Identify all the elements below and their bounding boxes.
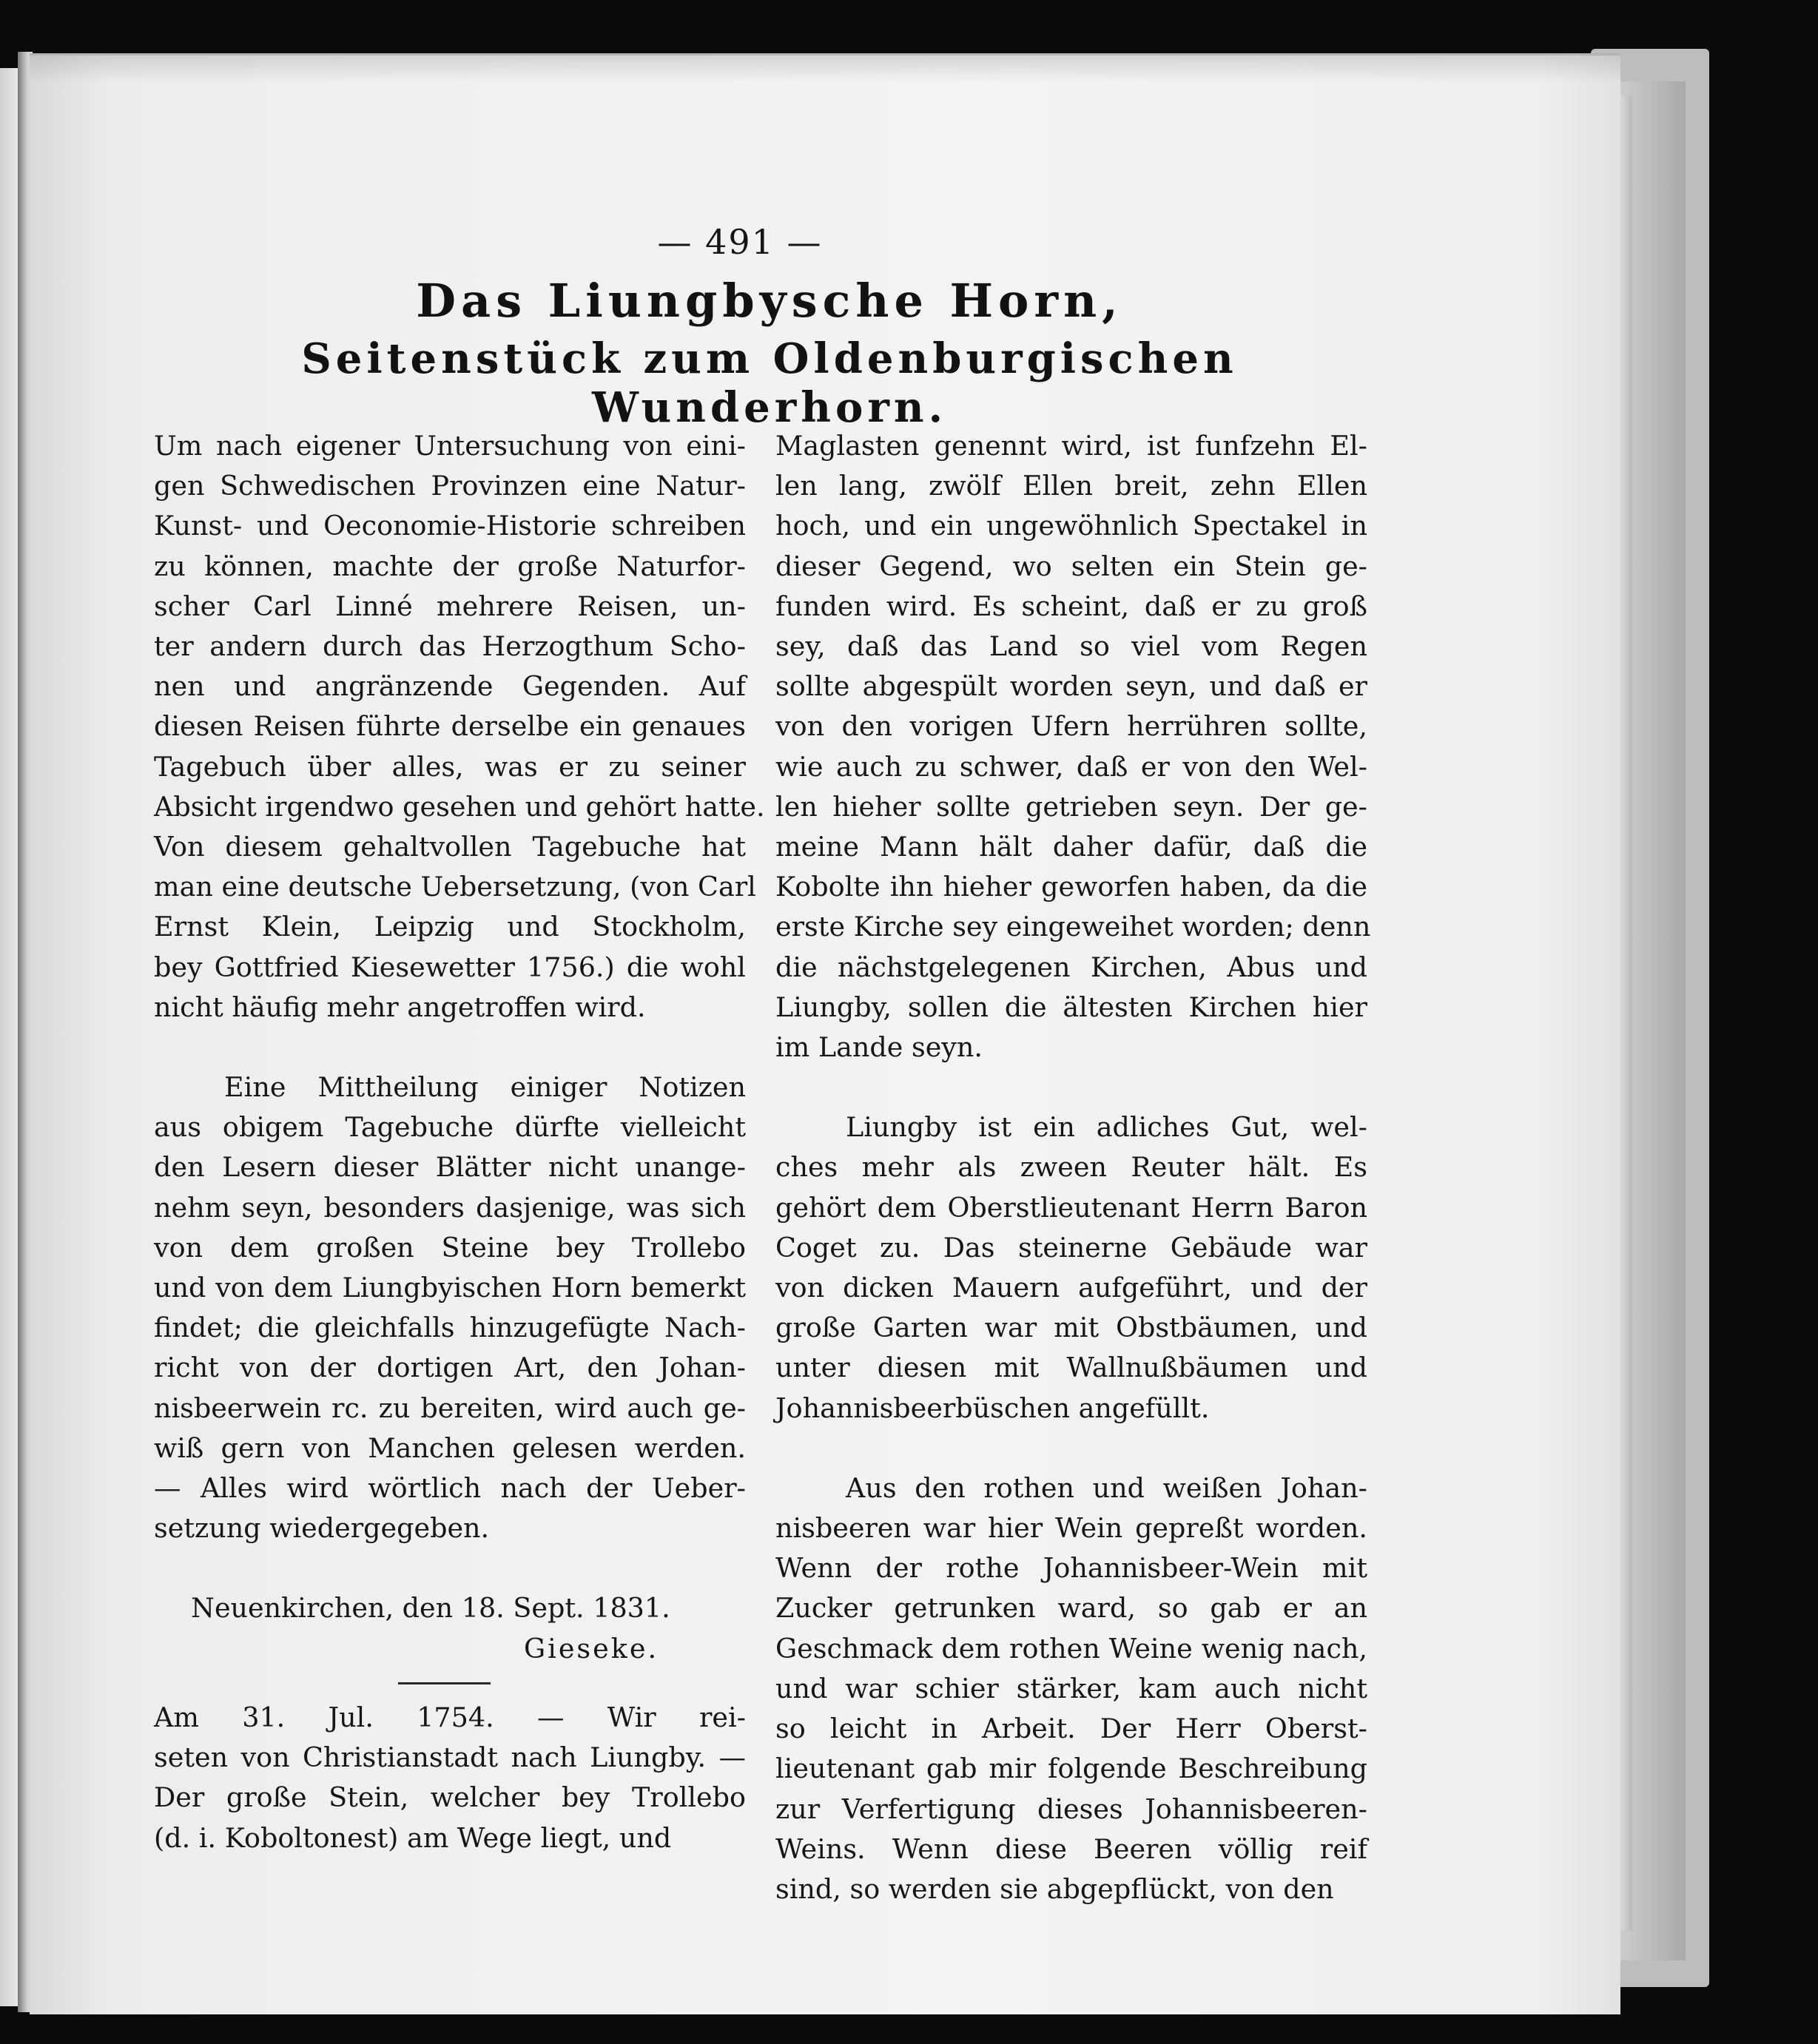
text-line: len hieher sollte getrieben seyn. Der ge- — [775, 790, 1367, 823]
paragraph-stone-description — [775, 426, 1371, 1067]
text-line: so leicht in Arbeit. Der Herr Oberst- — [775, 1713, 1367, 1745]
text-line: nehm seyn, besonders dasjenige, was sich — [154, 1191, 746, 1224]
text-line: Coget zu. Das steinerne Gebäude war — [775, 1231, 1367, 1264]
text-line: lieutenant gab mir folgende Beschreibung — [775, 1753, 1367, 1785]
text-line: gehört dem Oberstlieutenant Herrn Baron — [775, 1191, 1367, 1224]
text-line: sey, daß das Land so viel vom Regen — [775, 630, 1367, 663]
text-line: funden wird. Es scheint, daß er zu groß — [775, 590, 1367, 622]
paragraph-gap — [775, 1429, 1367, 1468]
text-line: findet; die gleichfalls hinzugefügte Nach- — [154, 1312, 746, 1344]
text-line: dieser Gegend, wo selten ein Stein ge- — [775, 550, 1367, 582]
text-line: Absicht irgendwo gesehen und gehört hatte. — [154, 790, 765, 823]
text-line: ches mehr als zween Reuter hält. Es — [775, 1151, 1367, 1184]
text-line: Maglasten genennt wird, ist funfzehn El- — [775, 430, 1367, 462]
text-line: große Garten war mit Obstbäumen, und — [775, 1312, 1367, 1344]
signature-name: Gieseke. — [524, 1632, 659, 1664]
text-line: nen und angränzende Gegenden. Auf — [154, 670, 746, 703]
paragraph-gap — [775, 1067, 1367, 1107]
text-line: und von dem Liungbyischen Horn bemerkt — [154, 1272, 746, 1304]
text-line: setzung wiedergegeben. — [154, 1512, 490, 1545]
right-column — [775, 426, 1371, 1909]
text-line: Am 31. Jul. 1754. — Wir rei- — [154, 1701, 746, 1733]
text-line: von dem großen Steine bey Trollebo — [154, 1231, 746, 1264]
text-line: im Lande seyn. — [775, 1031, 983, 1064]
text-line: seten von Christianstadt nach Liungby. — — [154, 1741, 746, 1774]
text-line: gen Schwedischen Provinzen eine Natur- — [154, 470, 746, 502]
article-title: Das Liungbysche Horn, — [416, 274, 1123, 328]
text-line: bey Gottfried Kiesewetter 1756.) die wohl — [154, 951, 746, 983]
text-line: nisbeeren war hier Wein gepreßt worden. — [775, 1512, 1367, 1545]
text-line: wie auch zu schwer, daß er von den Wel- — [775, 750, 1367, 783]
article-subtitle: Seitenstück zum Oldenburgischen Wunderhorn. — [301, 334, 1238, 432]
paragraph-currant-wine — [775, 1468, 1367, 1909]
text-line: (d. i. Koboltonest) am Wege liegt, und — [154, 1821, 672, 1854]
text-line: richt von der dortigen Art, den Johan- — [154, 1352, 746, 1384]
text-line: hoch, und ein ungewöhnlich Spectakel in — [775, 510, 1367, 542]
text-line: aus obigem Tagebuche dürfte vielleicht — [154, 1111, 746, 1144]
text-line: len lang, zwölf Ellen breit, zehn Ellen — [775, 470, 1367, 502]
text-line: nisbeerwein rc. zu bereiten, wird auch ge- — [154, 1392, 746, 1424]
text-line: zur Verfertigung dieses Johannisbeeren- — [775, 1792, 1367, 1825]
text-line: sind, so werden sie abgepflückt, von den — [775, 1872, 1334, 1905]
text-line: man eine deutsche Uebersetzung, (von Carl — [154, 871, 756, 903]
text-line: Geschmack dem rothen Weine wenig nach, — [775, 1632, 1367, 1664]
left-column — [154, 426, 765, 1858]
page-number: — 491 — — [657, 222, 823, 262]
text-line: unter diesen mit Wallnußbäumen und — [775, 1352, 1367, 1384]
text-line: von dicken Mauern aufgeführt, und der — [775, 1272, 1367, 1304]
text-line: Aus den rothen und weißen Johan- — [846, 1471, 1367, 1504]
paragraph-notes — [154, 1067, 746, 1548]
text-line: erste Kirche sey eingeweihet worden; denn — [775, 911, 1371, 943]
text-line: Um nach eigener Untersuchung von eini- — [154, 430, 746, 462]
text-line: nicht häufig mehr angetroffen wird. — [154, 991, 646, 1023]
paragraph-gap — [154, 1028, 746, 1067]
text-line: Liungby ist ein adliches Gut, wel- — [846, 1111, 1367, 1144]
text-line: den Lesern dieser Blätter nicht unange- — [154, 1151, 746, 1184]
text-line: Ernst Klein, Leipzig und Stockholm, — [154, 911, 746, 943]
paragraph-liungby-estate — [775, 1107, 1367, 1429]
text-line: zu können, machte der große Naturfor- — [154, 550, 746, 582]
text-line: Johannisbeerbüschen angefüllt. — [775, 1392, 1210, 1424]
paragraph-gap — [154, 1548, 746, 1588]
paragraph-diary-entry — [154, 1698, 746, 1858]
facing-page-edge — [0, 68, 18, 2006]
text-line: Zucker getrunken ward, so gab er an — [775, 1592, 1367, 1625]
text-line: Kunst- und Oeconomie-Historie schreiben — [154, 510, 746, 542]
text-line: und war schier stärker, kam auch nicht — [775, 1672, 1367, 1704]
text-line: meine Mann hält daher dafür, daß die — [775, 831, 1367, 863]
text-line: ter andern durch das Herzogthum Scho- — [154, 630, 746, 663]
text-line: von den vorigen Ufern herrühren sollte, — [775, 710, 1367, 743]
signature-place-date: Neuenkirchen, den 18. Sept. 1831. — [191, 1592, 670, 1625]
text-line: Eine Mittheilung einiger Notizen — [224, 1071, 746, 1104]
paragraph-intro — [154, 426, 765, 1028]
text-line: Von diesem gehaltvollen Tagebuche hat — [154, 831, 746, 863]
text-line: scher Carl Linné mehrere Reisen, un- — [154, 590, 746, 622]
text-line: sollte abgespült worden seyn, und daß er — [775, 670, 1367, 703]
section-divider — [398, 1682, 491, 1684]
text-line: Kobolte ihn hieher geworfen haben, da die — [775, 871, 1367, 903]
text-line: Liungby, sollen die ältesten Kirchen hier — [775, 991, 1367, 1023]
text-line: Weins. Wenn diese Beeren völlig reif — [775, 1832, 1367, 1865]
text-line: wiß gern von Manchen gelesen werden. — [154, 1431, 746, 1464]
text-line: die nächstgelegenen Kirchen, Abus und — [775, 951, 1367, 983]
text-line: Tagebuch über alles, was er zu seiner — [154, 750, 746, 783]
text-line: — Alles wird wörtlich nach der Ueber- — [154, 1472, 746, 1505]
text-line: diesen Reisen führte derselbe ein genaues — [154, 710, 746, 743]
text-line: Der große Stein, welcher bey Trollebo — [154, 1781, 746, 1814]
text-line: Wenn der rothe Johannisbeer-Wein mit — [775, 1552, 1367, 1585]
paper-shadow — [30, 53, 1620, 83]
